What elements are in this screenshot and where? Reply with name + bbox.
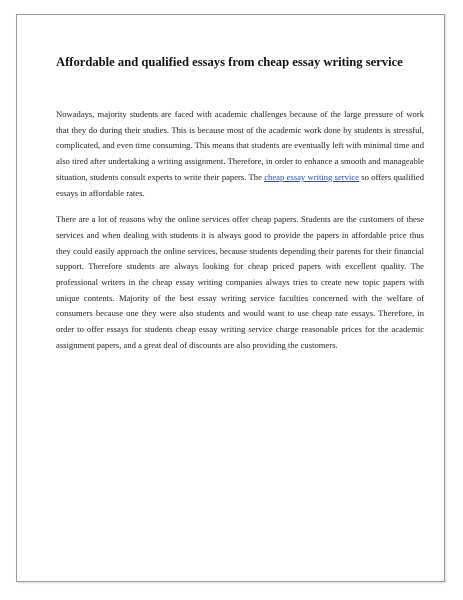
paragraph-1-text-before-link: Nowadays, majority students are faced with academic challenges because of the large pressure of work that they do during their studies. This is because most of the academic work done by students is stressful, complicated, and even time consuming. This means that students are eventually left with minimal time and also tired after undertaking a writing assignment. Therefore, in order to enhance a smooth and manageable situation, students consult experts to write their papers. The xyxy=(56,109,424,182)
document-page xyxy=(16,14,445,582)
paragraph-1 xyxy=(56,107,424,201)
paragraph-1-text-after-link: so offers qualified essays in affordable rates. xyxy=(56,171,424,198)
document-title: Affordable and qualified essays from cheap essay writing service xyxy=(56,55,403,69)
paragraph-2: There are a lot of reasons why the online services offer cheap papers. Students are the customers of these services and when dealing with students it is always good to provide the papers in affordable price thus they could easily approach the online services, because students depending their parents for their financial support. Therefore students are always looking for cheap priced papers with excellent quality. The professional writers in the cheap essay writing companies always tries to create new topic papers with unique contents. Majority of the best essay writing service faculties concerned with the welfare of consumers because one they were also students and would want to use cheap rate essays. Therefore, in order to offer essays for students cheap essay writing service charge reasonable prices for the academic assignment papers, and a great deal of discounts are also providing the customers. xyxy=(56,214,424,350)
document-content xyxy=(56,54,424,354)
cheap-essay-writing-service-link[interactable]: cheap essay writing service xyxy=(264,171,359,182)
